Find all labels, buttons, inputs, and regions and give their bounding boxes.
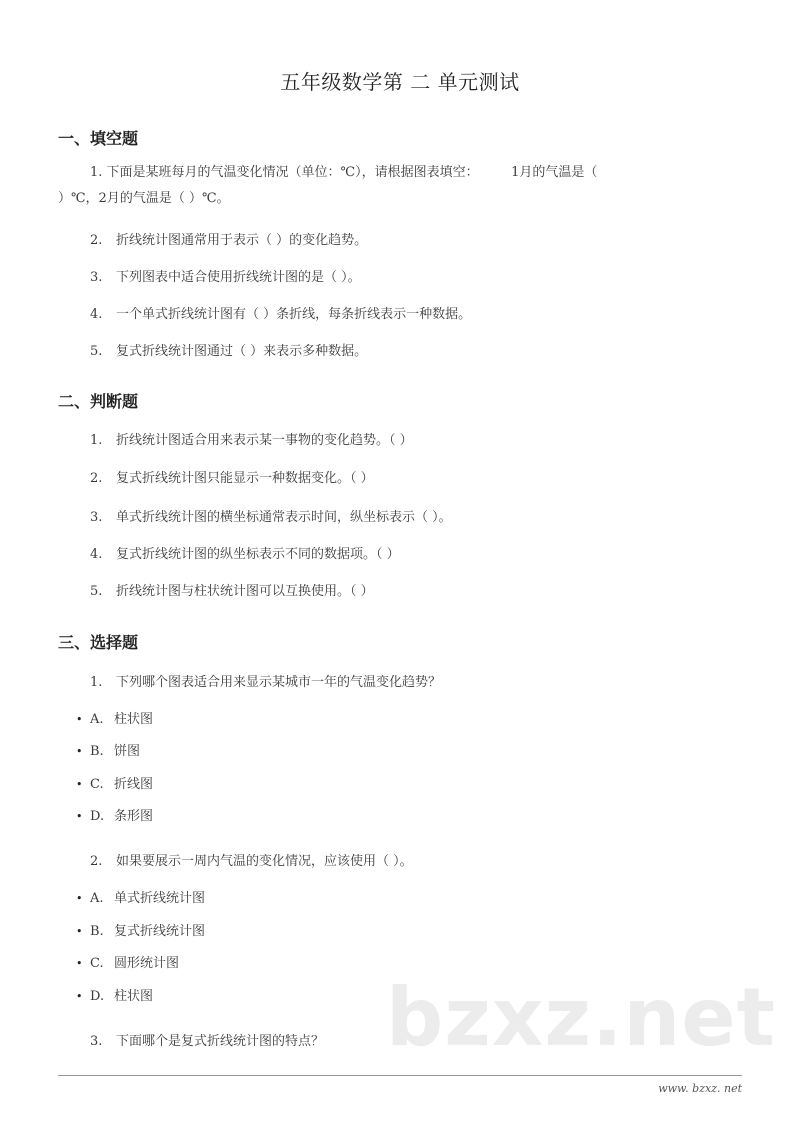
- option-text: 折线图: [114, 777, 154, 792]
- question-fill-5: [90, 340, 367, 359]
- option-letter: A.: [90, 712, 104, 727]
- option-letter: D.: [90, 989, 105, 1004]
- question-text: 折线统计图与柱状统计图可以互换使用。（ ）: [116, 584, 374, 599]
- question-text: 下列图表中适合使用折线统计图的是（ ）。: [116, 270, 361, 285]
- question-number: 2.: [90, 233, 103, 248]
- question-number: 3.: [90, 510, 103, 525]
- question-text: 单式折线统计图的横坐标通常表示时间，纵坐标表示（ ）。: [116, 510, 452, 525]
- question-number: 3.: [90, 1034, 103, 1049]
- question-number: 3.: [90, 270, 103, 285]
- question-text: 复式折线统计图通过（ ）来表示多种数据。: [116, 344, 368, 359]
- option-text: 单式折线统计图: [114, 891, 206, 906]
- question-text: 复式折线统计图只能显示一种数据变化。（ ）: [116, 471, 374, 486]
- option-mc2-c[interactable]: [76, 952, 179, 971]
- option-mc2-a[interactable]: [76, 887, 205, 906]
- question-text: 折线统计图适合用来表示某一事物的变化趋势。（ ）: [116, 433, 413, 448]
- option-text: 饼图: [114, 744, 141, 759]
- question-fill-1: [58, 160, 748, 212]
- question-tf-1: [90, 429, 413, 448]
- option-mc1-a[interactable]: [76, 708, 153, 727]
- question-number: 1.: [90, 433, 103, 448]
- question-number: 1.: [90, 675, 103, 690]
- question-number: 1.: [90, 165, 103, 180]
- option-letter: D.: [90, 809, 105, 824]
- question-number: 4.: [90, 307, 103, 322]
- bullet-icon: •: [76, 925, 83, 938]
- question-mc-2: [90, 850, 413, 869]
- question-text: 下列哪个图表适合用来显示某城市一年的气温变化趋势？: [116, 675, 442, 690]
- page-title: 五年级数学第 二 单元测试: [280, 70, 520, 94]
- bullet-icon: •: [76, 778, 83, 791]
- question-tf-5: [90, 580, 374, 599]
- question-number: 2.: [90, 471, 103, 486]
- question-text-line2: ）℃，2月的气温是（ ）℃。: [58, 191, 230, 206]
- bullet-icon: •: [76, 892, 83, 905]
- question-fill-3: [90, 266, 361, 285]
- option-mc2-b[interactable]: [76, 920, 205, 939]
- bullet-icon: •: [76, 810, 83, 823]
- section-heading-true-false: 二、判断题: [58, 392, 139, 411]
- option-text: 柱状图: [114, 712, 154, 727]
- footer-divider: [58, 1075, 742, 1076]
- option-text: 圆形统计图: [114, 956, 180, 971]
- question-tf-3: [90, 506, 452, 525]
- question-number: 2.: [90, 854, 103, 869]
- question-mc-3: [90, 1030, 324, 1049]
- question-mc-1: [90, 671, 441, 690]
- question-text: 一个单式折线统计图有（ ）条折线，每条折线表示一种数据。: [116, 307, 472, 322]
- question-text: 复式折线统计图的纵坐标表示不同的数据项。（ ）: [116, 547, 400, 562]
- option-letter: B.: [90, 744, 104, 759]
- question-text-line1: 下面是某班每月的气温变化情况（单位：℃），请根据图表填空： 1月的气温是（: [106, 165, 598, 180]
- question-tf-4: [90, 543, 400, 562]
- question-tf-2: [90, 467, 374, 486]
- option-mc1-b[interactable]: [76, 740, 140, 759]
- question-fill-4: [90, 303, 471, 322]
- option-text: 柱状图: [114, 989, 154, 1004]
- question-text: 如果要展示一周内气温的变化情况，应该使用（ ）。: [116, 854, 413, 869]
- option-mc1-d[interactable]: [76, 805, 153, 824]
- option-letter: C.: [90, 777, 104, 792]
- bullet-icon: •: [76, 957, 83, 970]
- question-text: 折线统计图通常用于表示（ ）的变化趋势。: [116, 233, 368, 248]
- bullet-icon: •: [76, 745, 83, 758]
- question-fill-2: [90, 229, 367, 248]
- section-heading-multiple-choice: 三、选择题: [58, 633, 139, 652]
- option-text: 条形图: [114, 809, 154, 824]
- bullet-icon: •: [76, 990, 83, 1003]
- option-letter: B.: [90, 924, 104, 939]
- option-mc1-c[interactable]: [76, 773, 153, 792]
- option-letter: A.: [90, 891, 104, 906]
- question-text: 下面哪个是复式折线统计图的特点？: [116, 1034, 325, 1049]
- question-number: 5.: [90, 344, 103, 359]
- footer-url: www. bzxz. net: [658, 1082, 742, 1095]
- bullet-icon: •: [76, 713, 83, 726]
- option-mc2-d[interactable]: [76, 985, 153, 1004]
- question-number: 5.: [90, 584, 103, 599]
- watermark: bzxz.net: [386, 971, 776, 1064]
- section-heading-fill-blank: 一、填空题: [58, 129, 139, 148]
- option-text: 复式折线统计图: [114, 924, 206, 939]
- question-number: 4.: [90, 547, 103, 562]
- option-letter: C.: [90, 956, 104, 971]
